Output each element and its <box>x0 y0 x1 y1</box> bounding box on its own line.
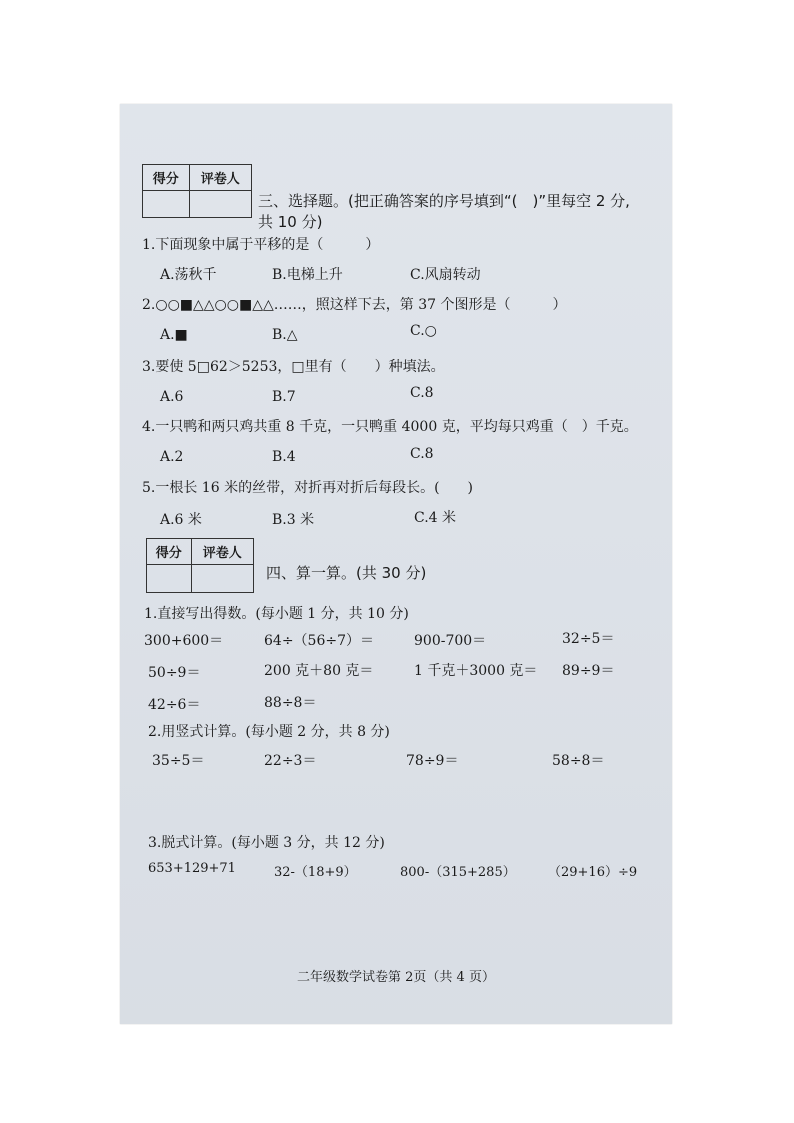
question-2: 2.○○■△△○○■△△……，照这样下去，第 37 个图形是（ ） <box>142 297 567 313</box>
grader-label: 评卷人 <box>191 539 253 565</box>
score-label: 得分 <box>147 539 192 565</box>
calc-item: 1 千克＋3000 克＝ <box>414 663 538 679</box>
q3-option-c: C.8 <box>410 385 434 401</box>
q1-option-a: A.荡秋千 <box>160 267 217 283</box>
calc-item: 42÷6＝ <box>148 697 201 713</box>
q5-option-a: A.6 米 <box>160 512 202 528</box>
calc-item: 64÷（56÷7）＝ <box>264 633 374 649</box>
calc-item: 88÷8＝ <box>264 695 317 711</box>
question-1: 1.下面现象中属于平移的是（ ） <box>142 237 380 253</box>
calc-item: 35÷5＝ <box>152 753 205 769</box>
q4-option-b: B.4 <box>272 449 296 465</box>
score-box <box>142 164 252 218</box>
q5-option-c: C.4 米 <box>414 510 457 526</box>
q5-option-b: B.3 米 <box>272 512 315 528</box>
q3-option-b: B.7 <box>272 389 296 405</box>
q2-option-c: C.○ <box>410 323 437 339</box>
calc-item: （29+16）÷9 <box>548 865 638 880</box>
calc-item: 800-（315+285） <box>400 865 516 880</box>
score-cell <box>143 191 190 218</box>
score-box <box>146 538 254 593</box>
calc-item: 900-700＝ <box>414 633 487 649</box>
q4-option-a: A.2 <box>160 449 184 465</box>
grader-label: 评卷人 <box>189 165 251 191</box>
calc-item: 300+600＝ <box>144 633 224 649</box>
score-cell <box>147 565 192 593</box>
q3-option-a: A.6 <box>160 389 184 405</box>
grader-cell <box>191 565 253 593</box>
q1-option-b: B.电梯上升 <box>272 267 343 283</box>
calc-item: 58÷8＝ <box>552 753 605 769</box>
q4-option-c: C.8 <box>410 446 434 462</box>
grader-cell <box>189 191 251 218</box>
calc-item: 32÷5＝ <box>562 631 615 647</box>
exam-paper <box>120 104 672 1024</box>
part2-title: 2.用竖式计算。(每小题 2 分，共 8 分) <box>148 724 390 740</box>
calc-item: 653+129+71 <box>148 861 236 876</box>
section3-title-line2: 共 10 分) <box>258 213 323 231</box>
part1-title: 1.直接写出得数。(每小题 1 分，共 10 分) <box>144 606 409 622</box>
part3-title: 3.脱式计算。(每小题 3 分，共 12 分) <box>148 835 385 851</box>
page-footer: 二年级数学试卷第 2页（共 4 页） <box>297 970 495 985</box>
section4-title: 四、算一算。(共 30 分) <box>266 564 427 582</box>
question-5: 5.一根长 16 米的丝带，对折再对折后每段长。( ) <box>142 480 473 496</box>
q1-option-c: C.风扇转动 <box>410 267 481 283</box>
question-4: 4.一只鸭和两只鸡共重 8 千克，一只鸭重 4000 克，平均每只鸡重（ ）千克。 <box>142 419 638 435</box>
q2-option-a: A.■ <box>160 327 188 343</box>
q2-option-b: B.△ <box>272 327 298 343</box>
calc-item: 89÷9＝ <box>562 663 615 679</box>
calc-item: 32-（18+9） <box>274 865 357 880</box>
section3-title-line1: 三、选择题。(把正确答案的序号填到“( )”里每空 2 分, <box>258 192 630 210</box>
calc-item: 200 克＋80 克＝ <box>264 663 374 679</box>
calc-item: 50÷9＝ <box>148 665 201 681</box>
score-label: 得分 <box>143 165 190 191</box>
calc-item: 78÷9＝ <box>406 753 459 769</box>
question-3: 3.要使 5□62＞5253，□里有（ ）种填法。 <box>142 359 445 375</box>
calc-item: 22÷3＝ <box>264 753 317 769</box>
